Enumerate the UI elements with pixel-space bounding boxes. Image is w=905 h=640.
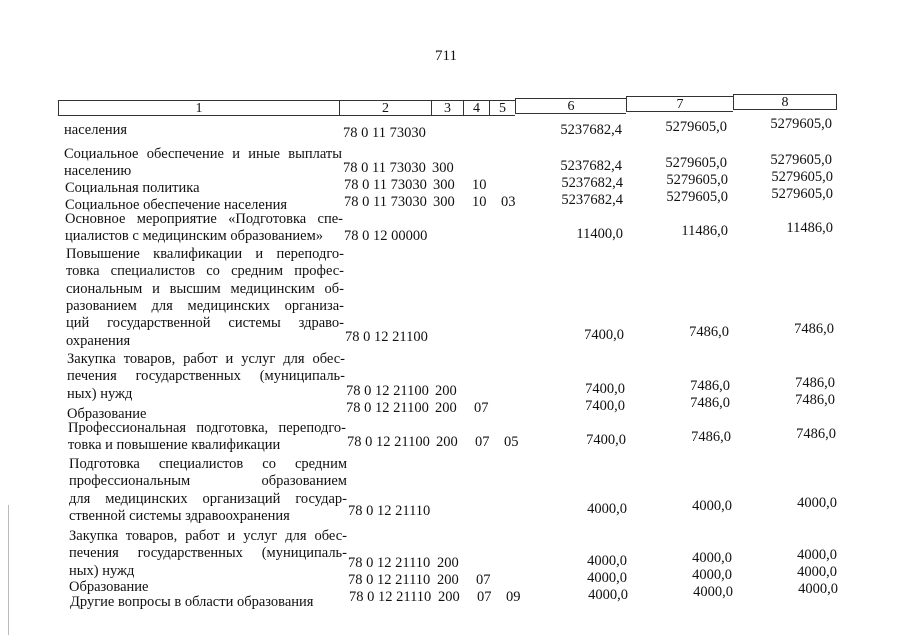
row-c4: 07 bbox=[477, 589, 492, 605]
row-code: 78 0 11 73030 bbox=[343, 160, 426, 176]
row-name-line: печения государственных (муниципаль- bbox=[67, 368, 345, 385]
header-col-2: 2 bbox=[339, 100, 431, 116]
row-value-7: 5279605,0 bbox=[666, 172, 728, 188]
row-name-line: разованием для медицинских организа- bbox=[66, 297, 344, 314]
row-value-8: 4000,0 bbox=[798, 581, 838, 597]
row-code: 78 0 12 21100 bbox=[347, 434, 430, 450]
page-number: 711 bbox=[435, 48, 457, 64]
row-value-6: 5237682,4 bbox=[560, 158, 622, 174]
header-col-7: 7 bbox=[626, 96, 733, 112]
row-c4: 10 bbox=[472, 177, 487, 193]
row-value-7: 4000,0 bbox=[693, 584, 733, 600]
row-code: 78 0 12 00000 bbox=[344, 228, 428, 244]
row-value-8: 7486,0 bbox=[794, 321, 834, 337]
row-name-line: товка специалистов со средним профес- bbox=[66, 263, 344, 280]
row-c3: 200 bbox=[437, 572, 459, 588]
row-value-7: 4000,0 bbox=[692, 498, 732, 514]
row-name-line: профессиональным образованием bbox=[69, 473, 347, 490]
row-code: 78 0 11 73030 bbox=[344, 177, 427, 193]
row-name-line: Подготовка специалистов со средним bbox=[69, 456, 347, 472]
row-name-line: Социальная политика bbox=[65, 180, 200, 196]
row-name-line: Социальное обеспечение населения bbox=[65, 197, 288, 213]
row-name-line: Основное мероприятие «Подготовка спе- bbox=[65, 211, 343, 227]
row-name-line: товка и повышение квалификации bbox=[68, 437, 281, 454]
row-name-line: Другие вопросы в области образования bbox=[70, 594, 314, 610]
row-code: 78 0 11 73030 bbox=[344, 194, 427, 210]
row-value-6: 4000,0 bbox=[587, 570, 627, 586]
row-c3: 200 bbox=[435, 383, 457, 399]
row-c3: 300 bbox=[432, 160, 454, 176]
row-value-7: 5279605,0 bbox=[666, 189, 728, 205]
row-value-6: 7400,0 bbox=[585, 381, 625, 397]
row-value-7: 4000,0 bbox=[692, 550, 732, 566]
row-name-line: ных) нужд bbox=[69, 562, 135, 579]
row-c4: 07 bbox=[476, 572, 491, 588]
row-name-line: населению bbox=[64, 163, 132, 180]
row-c5: 03 bbox=[501, 194, 516, 210]
row-c3: 200 bbox=[436, 434, 458, 450]
row-code: 78 0 12 21110 bbox=[349, 589, 432, 605]
row-value-8: 5279605,0 bbox=[770, 152, 832, 168]
row-c4: 07 bbox=[475, 434, 490, 450]
row-value-7: 7486,0 bbox=[689, 324, 729, 340]
row-value-8: 4000,0 bbox=[797, 495, 837, 511]
row-value-7: 5279605,0 bbox=[665, 119, 727, 135]
row-name-line: Образование bbox=[67, 406, 147, 422]
row-value-6: 4000,0 bbox=[588, 587, 628, 603]
row-value-6: 7400,0 bbox=[584, 327, 624, 343]
row-value-6: 7400,0 bbox=[585, 398, 625, 414]
row-c5: 09 bbox=[506, 589, 521, 605]
row-value-7: 7486,0 bbox=[690, 395, 730, 411]
row-name-line: ных) нужд bbox=[67, 385, 133, 402]
row-value-6: 7400,0 bbox=[586, 432, 626, 448]
row-value-6: 11400,0 bbox=[576, 226, 623, 242]
row-name-line: Закупка товаров, работ и услуг для обес- bbox=[67, 351, 345, 367]
row-value-6: 4000,0 bbox=[587, 501, 627, 517]
row-c3: 300 bbox=[433, 177, 455, 193]
row-code: 78 0 12 21110 bbox=[348, 572, 431, 588]
row-value-8: 7486,0 bbox=[796, 426, 836, 442]
header-col-3: 3 bbox=[431, 100, 463, 116]
header-col-1: 1 bbox=[58, 100, 339, 116]
row-value-8: 5279605,0 bbox=[771, 186, 833, 202]
row-c4: 10 bbox=[472, 194, 487, 210]
row-c3: 300 bbox=[433, 194, 455, 210]
row-name-line: ций государственной системы здраво- bbox=[66, 315, 344, 332]
row-name-line: Образование bbox=[69, 579, 149, 595]
row-name-line: печения государственных (муниципаль- bbox=[69, 545, 347, 562]
row-value-8: 11486,0 bbox=[786, 220, 833, 236]
row-name-line: Профессиональная подготовка, переподго- bbox=[68, 420, 346, 436]
header-col-8: 8 bbox=[733, 94, 837, 110]
row-value-8: 5279605,0 bbox=[770, 116, 832, 132]
row-name-line: населения bbox=[64, 122, 128, 138]
row-code: 78 0 12 21100 bbox=[346, 400, 429, 416]
row-c4: 07 bbox=[474, 400, 489, 416]
row-code: 78 0 12 21110 bbox=[348, 503, 431, 519]
row-code: 78 0 11 73030 bbox=[343, 125, 426, 141]
row-value-7: 5279605,0 bbox=[665, 155, 727, 171]
row-name-line: Повышение квалификации и переподго- bbox=[66, 246, 344, 262]
table-header bbox=[58, 94, 837, 122]
row-value-6: 5237682,4 bbox=[561, 192, 623, 208]
row-value-7: 7486,0 bbox=[690, 378, 730, 394]
header-col-5: 5 bbox=[489, 100, 515, 116]
row-code: 78 0 12 21100 bbox=[346, 383, 429, 399]
header-col-6: 6 bbox=[515, 98, 626, 114]
row-c5: 05 bbox=[504, 434, 519, 450]
row-name-line: охранения bbox=[66, 332, 131, 349]
row-value-8: 7486,0 bbox=[795, 392, 835, 408]
row-name-line: Закупка товаров, работ и услуг для обес- bbox=[69, 528, 347, 544]
row-c3: 200 bbox=[437, 555, 459, 571]
row-name-line: ственной системы здравоохранения bbox=[69, 507, 290, 524]
row-value-7: 4000,0 bbox=[692, 567, 732, 583]
row-value-6: 4000,0 bbox=[587, 553, 627, 569]
row-c3: 200 bbox=[438, 589, 460, 605]
row-value-8: 4000,0 bbox=[797, 547, 837, 563]
scan-edge-line bbox=[8, 505, 9, 635]
row-value-7: 7486,0 bbox=[691, 429, 731, 445]
row-code: 78 0 12 21110 bbox=[348, 555, 431, 571]
row-name-line: для медицинских организаций государ- bbox=[69, 490, 347, 507]
row-code: 78 0 12 21100 bbox=[345, 329, 428, 345]
row-value-7: 11486,0 bbox=[681, 223, 728, 239]
row-value-8: 4000,0 bbox=[797, 564, 837, 580]
row-value-8: 5279605,0 bbox=[771, 169, 833, 185]
row-value-8: 7486,0 bbox=[795, 375, 835, 391]
row-c3: 200 bbox=[435, 400, 457, 416]
row-value-6: 5237682,4 bbox=[560, 122, 622, 138]
row-name-line: Социальное обеспечение и иные выплаты bbox=[64, 146, 342, 162]
row-name-line: циалистов с медицинским образованием» bbox=[65, 228, 323, 245]
header-col-4: 4 bbox=[463, 100, 489, 116]
row-name-line: сиональным и высшим медицинским об- bbox=[66, 280, 344, 297]
row-value-6: 5237682,4 bbox=[561, 175, 623, 191]
